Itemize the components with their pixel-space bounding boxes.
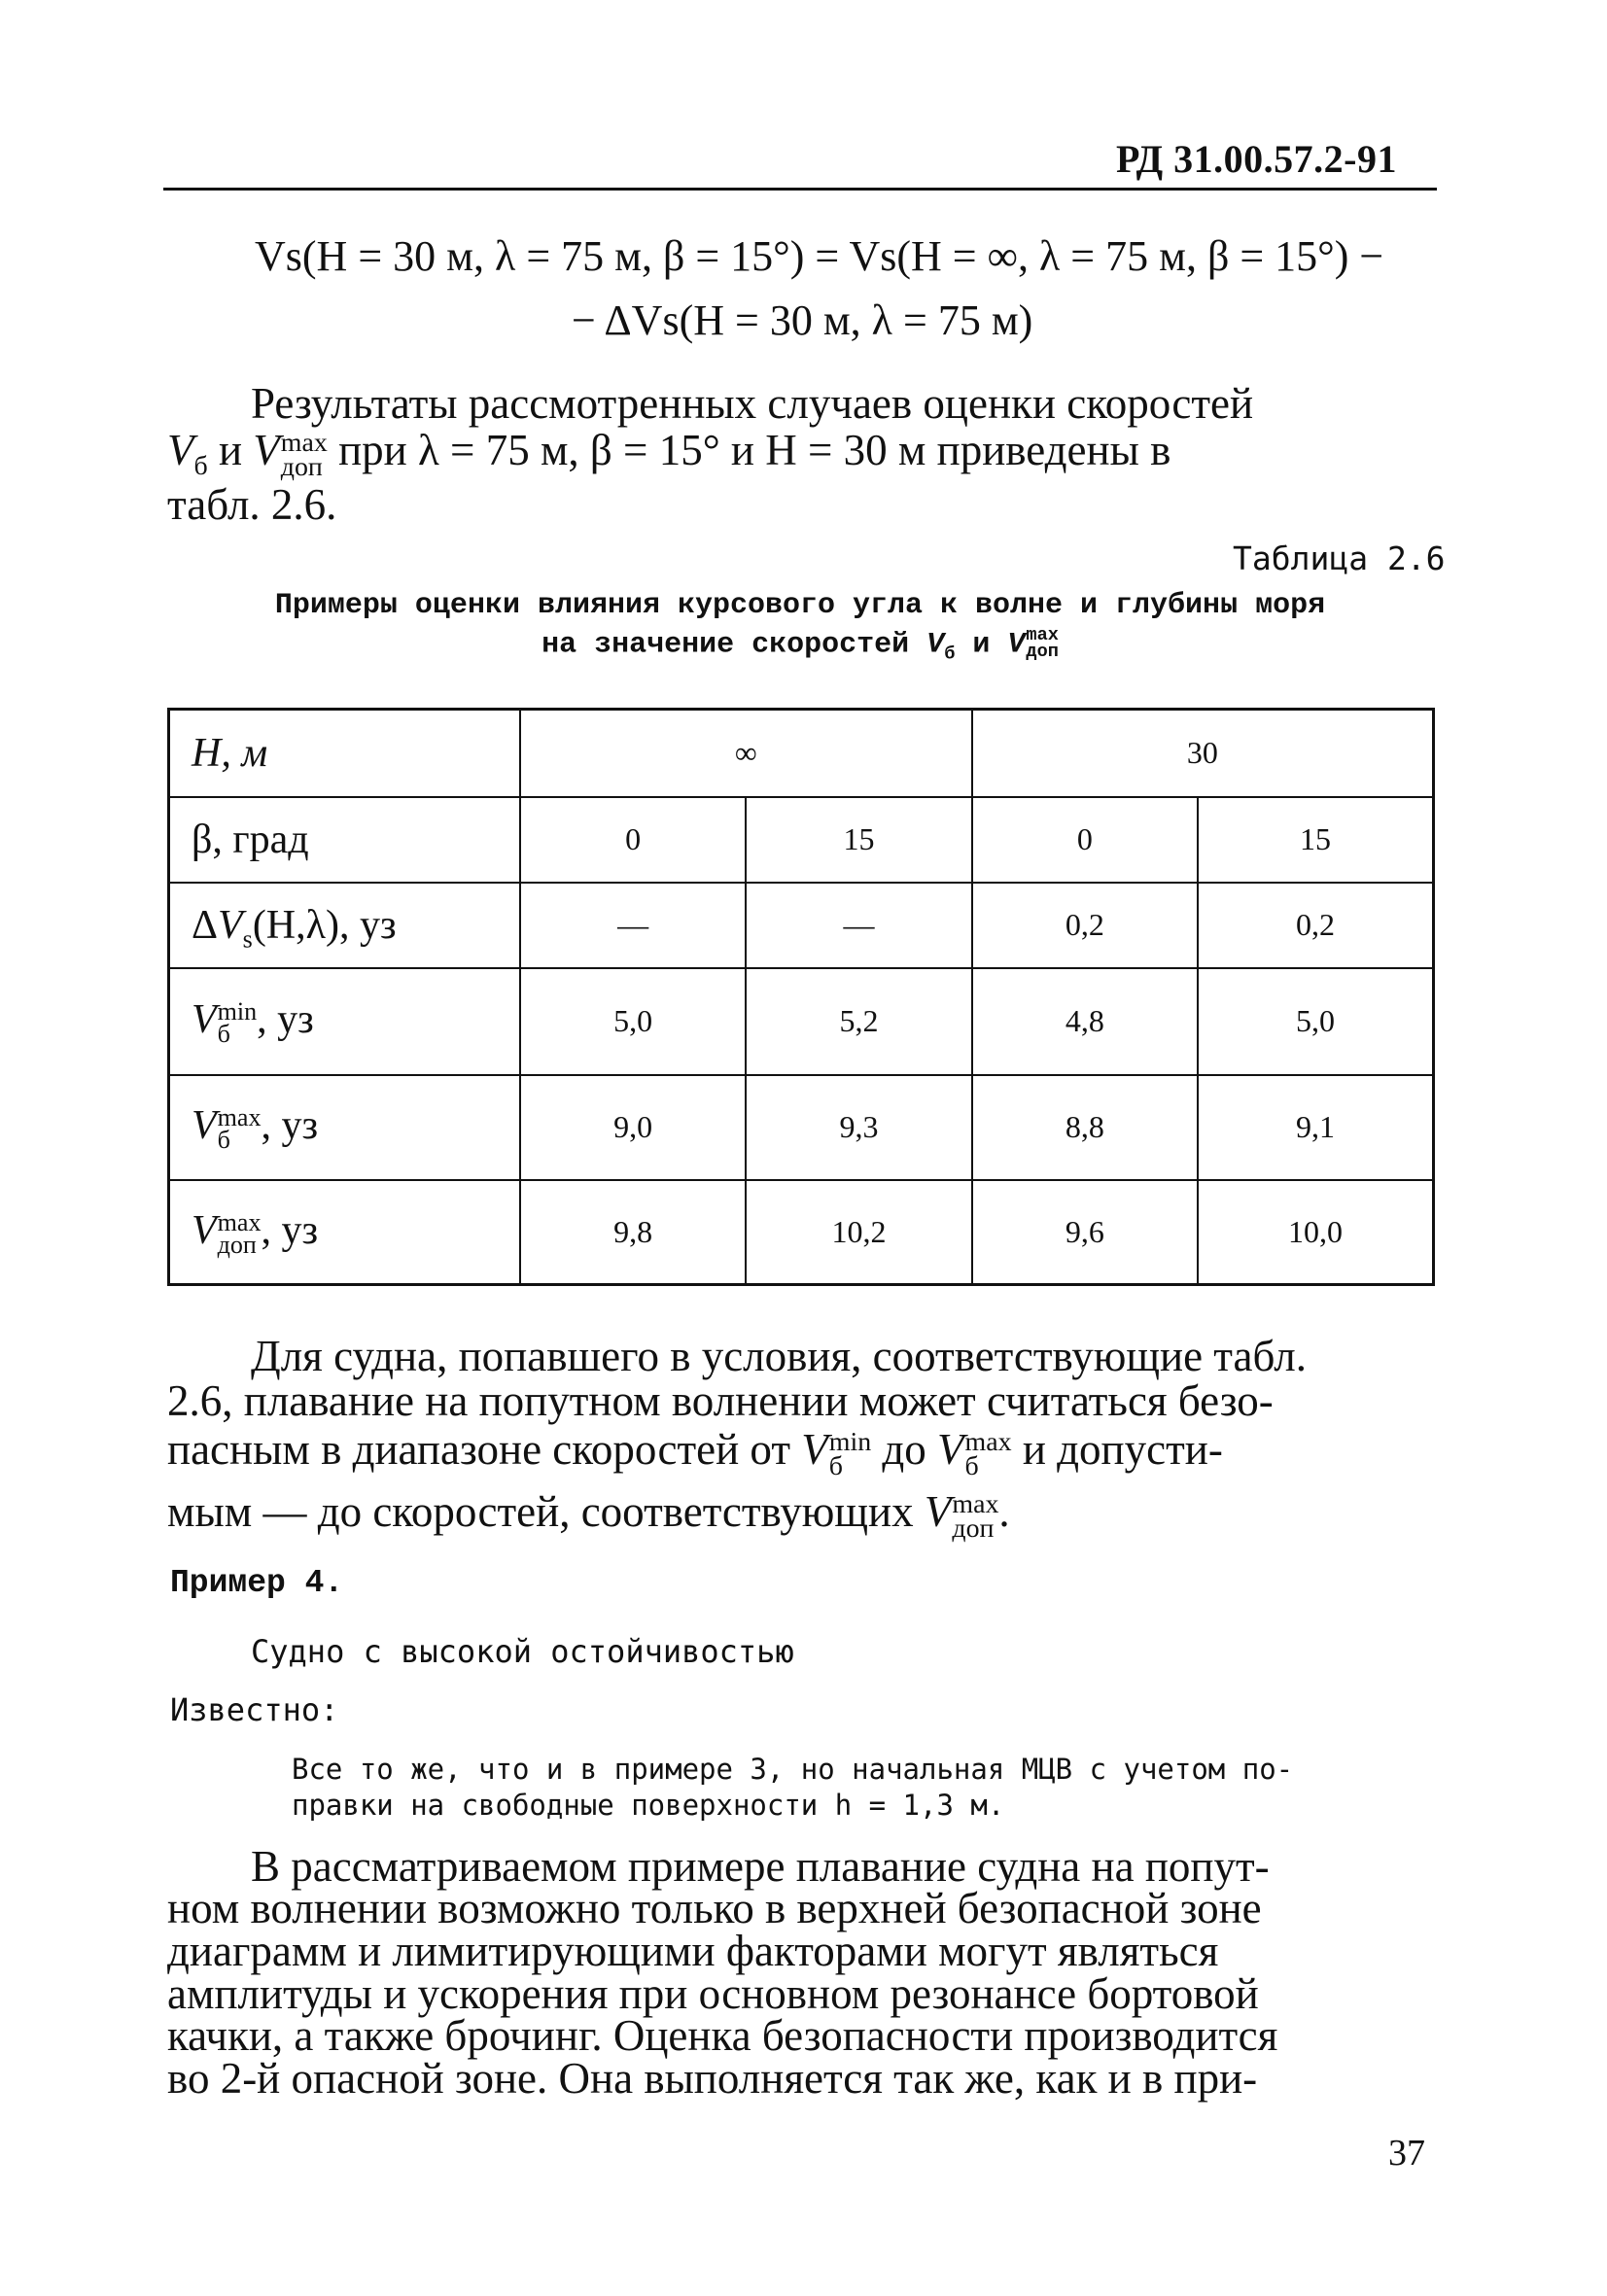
superscript-max: max <box>217 1207 262 1236</box>
known-label: Известно: <box>170 1691 339 1728</box>
symbol-v: V <box>926 628 945 662</box>
sup-sub-pair <box>1026 625 1059 662</box>
table-cell: 9,8 <box>520 1180 746 1285</box>
unit-text: , уз <box>261 1207 319 1253</box>
table-cell: 4,8 <box>972 968 1198 1075</box>
superscript-min: min <box>828 1426 872 1457</box>
paragraph-text: до <box>882 1425 926 1474</box>
superscript-max: max <box>952 1488 999 1519</box>
table-cell: 10,2 <box>746 1180 971 1285</box>
table-cell: 0,2 <box>972 883 1198 968</box>
symbol-v: V <box>253 426 280 474</box>
sup-sub-pair <box>280 427 328 482</box>
table-cell: 5,0 <box>520 968 746 1075</box>
subscript-dop: доп <box>217 1231 257 1260</box>
superscript-min: min <box>217 997 258 1026</box>
row-label <box>169 1075 520 1180</box>
paragraph-line: В рассматриваемом примере плавание судна на попут- <box>251 1842 1270 1891</box>
data-table <box>167 708 1435 1286</box>
table-title-and: и <box>972 628 991 662</box>
superscript-max: max <box>217 1103 262 1132</box>
table-row <box>169 797 1434 883</box>
unit-text: , уз <box>261 1103 319 1149</box>
sup-sub-pair <box>964 1426 1012 1481</box>
table-cell: 9,1 <box>1198 1075 1433 1180</box>
formula-line-2: − ΔVs(H = 30 м, λ = 75 м) <box>572 296 1033 344</box>
paragraph-line: Результаты рассмотренных случаев оценки скоростей <box>251 379 1254 428</box>
table-cell: 8,8 <box>972 1075 1198 1180</box>
table-cell: 0,2 <box>1198 883 1433 968</box>
table-cell: 15 <box>1198 797 1433 883</box>
paragraph-text: при λ = 75 м, β = 15° и H = 30 м приведены в <box>338 426 1171 474</box>
paragraph-text: . <box>998 1487 1010 1536</box>
table-cell: 9,3 <box>746 1075 971 1180</box>
table-title-line-2 <box>163 625 1437 665</box>
example-note-line-2: правки на свободные поверхности h = 1,3 м. <box>292 1789 1005 1822</box>
paragraph-text: пасным в диапазоне скоростей от <box>167 1425 790 1474</box>
subscript-b: б <box>964 1450 979 1481</box>
table-cell: 10,0 <box>1198 1180 1433 1285</box>
unit-text: , уз <box>257 997 314 1043</box>
paragraph-line: во 2-й опасной зоне. Она выполняется так же, как и в при- <box>167 2054 1258 2103</box>
sup-sub-pair <box>217 1103 262 1155</box>
symbol-v: V <box>801 1425 828 1474</box>
document-code: РД 31.00.57.2-91 <box>1116 137 1397 181</box>
table-cell: 15 <box>746 797 971 883</box>
table-cell: 0 <box>972 797 1198 883</box>
paragraph-line: ном волнении возможно только в верхней безопасной зоне <box>167 1884 1262 1932</box>
paragraph-line: качки, а также брочинг. Оценка безопасности производится <box>167 2011 1278 2060</box>
paragraph-line: амплитуды и ускорения при основном резонансе бортовой <box>167 1969 1259 2018</box>
paragraph-text: и допусти- <box>1022 1425 1223 1474</box>
table-title-text: на значение скоростей <box>541 628 910 662</box>
symbol-v: V <box>192 1207 217 1253</box>
table-row <box>169 1075 1434 1180</box>
sup-sub-pair <box>828 1426 872 1481</box>
subscript-s: s <box>242 923 253 953</box>
row-label: $\Delta V_s(H,\lambda)$, уз <box>169 883 520 968</box>
paragraph-line <box>167 426 1171 482</box>
table-cell: 0 <box>520 797 746 883</box>
header-depth-text: H, м <box>192 730 268 776</box>
table-cell: 9,0 <box>520 1075 746 1180</box>
table-row <box>169 1180 1434 1285</box>
row-label <box>169 1180 520 1285</box>
example-subtitle: Судно с высокой остойчивостью <box>251 1633 794 1670</box>
table-cell: — <box>520 883 746 968</box>
table-cell: 9,6 <box>972 1180 1198 1285</box>
table-cell: 5,0 <box>1198 968 1433 1075</box>
table-row <box>169 883 1434 968</box>
superscript-max: max <box>964 1426 1012 1457</box>
paragraph-line <box>167 1487 1010 1544</box>
subscript-b: б <box>217 1126 230 1155</box>
paragraph-line: диаграмм и лимитирующими факторами могут являться <box>167 1927 1219 1975</box>
sup-sub-pair <box>217 997 258 1049</box>
paragraph-text: мым — до скоростей, соответствующих <box>167 1487 914 1536</box>
subscript-b: б <box>217 1020 230 1049</box>
example-title: Пример 4. <box>170 1565 344 1601</box>
symbol-v: V <box>924 1487 952 1536</box>
paragraph-line <box>167 1425 1223 1481</box>
header-divider <box>163 188 1437 191</box>
superscript-max: max <box>1026 625 1059 645</box>
sup-sub-pair <box>952 1488 999 1544</box>
example-note-line-1: Все то же, что и в примере 3, но начальная МЦВ с учетом по- <box>292 1753 1294 1786</box>
symbol-v: V <box>1007 628 1026 662</box>
header-infinite-depth: ∞ <box>520 710 972 797</box>
page-number: 37 <box>1388 2133 1425 2174</box>
paragraph-line: Для судна, попавшего в условия, соответствующие табл. <box>251 1332 1307 1380</box>
symbol-v: V <box>937 1425 964 1474</box>
table-row <box>169 968 1434 1075</box>
conjunction: и <box>218 426 243 474</box>
subscript-b: б <box>944 644 956 665</box>
subscript-b: б <box>193 451 208 481</box>
symbol-v: V <box>192 997 217 1043</box>
subscript-b: б <box>828 1450 843 1481</box>
table-title-line-1: Примеры оценки влияния курсового угла к волне и глубины моря <box>274 589 1326 622</box>
symbol-v: V <box>167 426 194 474</box>
paragraph-line: 2.6, плавание на попутном волнении может считаться безо- <box>167 1376 1274 1425</box>
table-cell: 5,2 <box>746 968 971 1075</box>
header-depth <box>169 710 520 797</box>
table-header-row <box>169 710 1434 797</box>
sup-sub-pair <box>217 1207 262 1260</box>
paragraph-line: табл. 2.6. <box>167 480 337 529</box>
subscript-dop: доп <box>280 451 323 482</box>
subscript-dop: доп <box>1026 641 1059 662</box>
symbol-v: V <box>218 902 243 948</box>
row-label: β, град <box>169 797 520 883</box>
header-depth-30: 30 <box>972 710 1434 797</box>
superscript-max: max <box>280 427 328 458</box>
table-cell: — <box>746 883 971 968</box>
row-label <box>169 968 520 1075</box>
symbol-v: V <box>192 1103 217 1149</box>
subscript-dop: доп <box>952 1513 995 1544</box>
formula-line-1: Vs(H = 30 м, λ = 75 м, β = 15°) = Vs(H = ∞, λ = 75 м, β = 15°) − <box>255 232 1384 280</box>
table-label: Таблица 2.6 <box>1233 539 1446 577</box>
